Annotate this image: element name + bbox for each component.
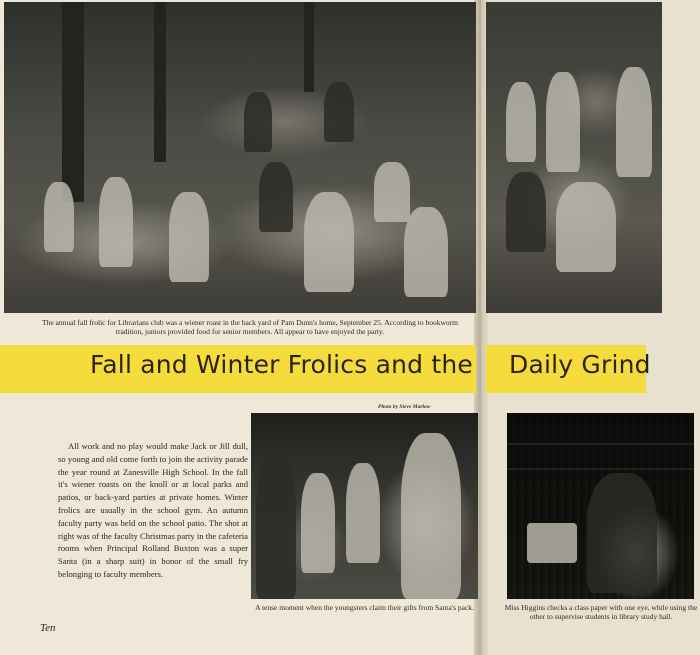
student-figure bbox=[259, 162, 293, 232]
photo-credit: Photo by Steve Marlow bbox=[378, 404, 431, 410]
student-figure bbox=[244, 92, 272, 152]
child-figure bbox=[301, 473, 335, 573]
student-figure bbox=[506, 82, 536, 162]
student-figure bbox=[169, 192, 209, 282]
student-figure bbox=[44, 182, 74, 252]
headline-left: Fall and Winter Frolics and the bbox=[90, 350, 473, 379]
student-figure bbox=[324, 82, 354, 142]
bookshelf-line bbox=[507, 468, 694, 470]
student-figure bbox=[304, 192, 354, 292]
party-photo-caption: A tense moment when the youngsters claim their gifts from Santa's pack. bbox=[255, 603, 474, 612]
page-number: Ten bbox=[40, 622, 56, 634]
picnic-photo-continued bbox=[486, 2, 662, 313]
tree-trunk bbox=[62, 2, 84, 202]
student-figure bbox=[616, 67, 652, 177]
student-figure bbox=[404, 207, 448, 297]
student-figure bbox=[99, 177, 133, 267]
top-photo-caption: The annual fall frolic for Librarians club was a wiener roast in the back yard of Pam Dunn's home, September 25. According to bookworm tradition, juniors provided food for senior members. All appear to have enjoyed the party. bbox=[41, 318, 459, 336]
student-figure bbox=[556, 182, 616, 272]
article-body: All work and no play would make Jack or Jill dull, so young and old come forth to join the activity parade the year round at Zanesville High School. In the fall it's wiener roasts on the knoll or at local parks and patios, or back-yard parties at private homes. Winter frolics are usually in the school gym. An autumn faculty party was held on the school patio. The shot at right was of the faculty Christmas party in the cafeteria rooms when Principal Rolland Buxton was a super Santa (in a sharp suit) in honor of the small fry belonging to faculty members. bbox=[58, 441, 248, 579]
child-figure bbox=[346, 463, 380, 563]
teacher-figure bbox=[587, 473, 657, 593]
desk-papers bbox=[527, 523, 577, 563]
library-photo-caption: Miss Higgins checks a class paper with one eye, while using the other to supervise students in library study hall. bbox=[504, 603, 698, 621]
student-figure bbox=[546, 72, 580, 172]
bookshelf-line bbox=[507, 443, 694, 445]
tree-trunk bbox=[154, 2, 166, 162]
student-figure bbox=[374, 162, 410, 222]
student-figure bbox=[506, 172, 546, 252]
library-photo bbox=[507, 413, 694, 599]
picnic-photo bbox=[4, 2, 476, 313]
christmas-party-photo bbox=[251, 413, 478, 599]
headline-right: Daily Grind bbox=[509, 350, 651, 379]
adult-figure bbox=[401, 433, 461, 599]
tree-trunk bbox=[304, 2, 314, 92]
child-figure bbox=[256, 453, 296, 599]
